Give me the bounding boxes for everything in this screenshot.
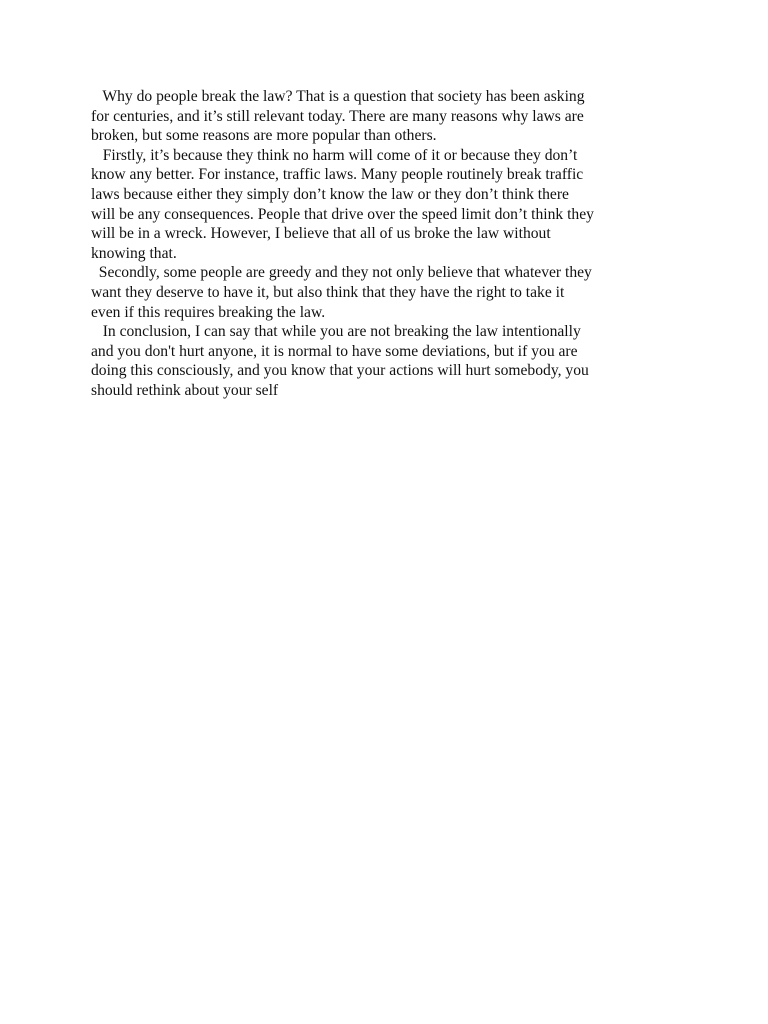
text-line: want they deserve to have it, but also think that they have the right to take it <box>91 283 565 301</box>
text-line: laws because either they simply don’t know the law or they don’t think there <box>91 185 569 203</box>
text-line: for centuries, and it’s still relevant today. There are many reasons why laws are <box>91 107 584 125</box>
text-line: Firstly, it’s because they think no harm will come of it or because they don’t <box>91 146 578 164</box>
text-line: should rethink about your self <box>91 381 279 399</box>
text-line: know any better. For instance, traffic laws. Many people routinely break traffic <box>91 166 584 184</box>
text-line: even if this requires breaking the law. <box>91 303 326 321</box>
text-line: knowing that. <box>91 244 177 262</box>
essay-text <box>91 87 686 401</box>
text-line: Secondly, some people are greedy and they not only believe that whatever they <box>91 264 592 282</box>
text-line: and you don't hurt anyone, it is normal to have some deviations, but if you are <box>91 342 578 360</box>
text-line: doing this consciously, and you know that your actions will hurt somebody, you <box>91 362 589 380</box>
text-line: In conclusion, I can say that while you are not breaking the law intentionally <box>91 323 581 341</box>
text-line: broken, but some reasons are more popular than others. <box>91 127 437 145</box>
text-line: will be in a wreck. However, I believe that all of us broke the law without <box>91 225 551 243</box>
text-line: will be any consequences. People that drive over the speed limit don’t think they <box>91 205 594 223</box>
text-line: Why do people break the law? That is a question that society has been asking <box>91 88 585 105</box>
